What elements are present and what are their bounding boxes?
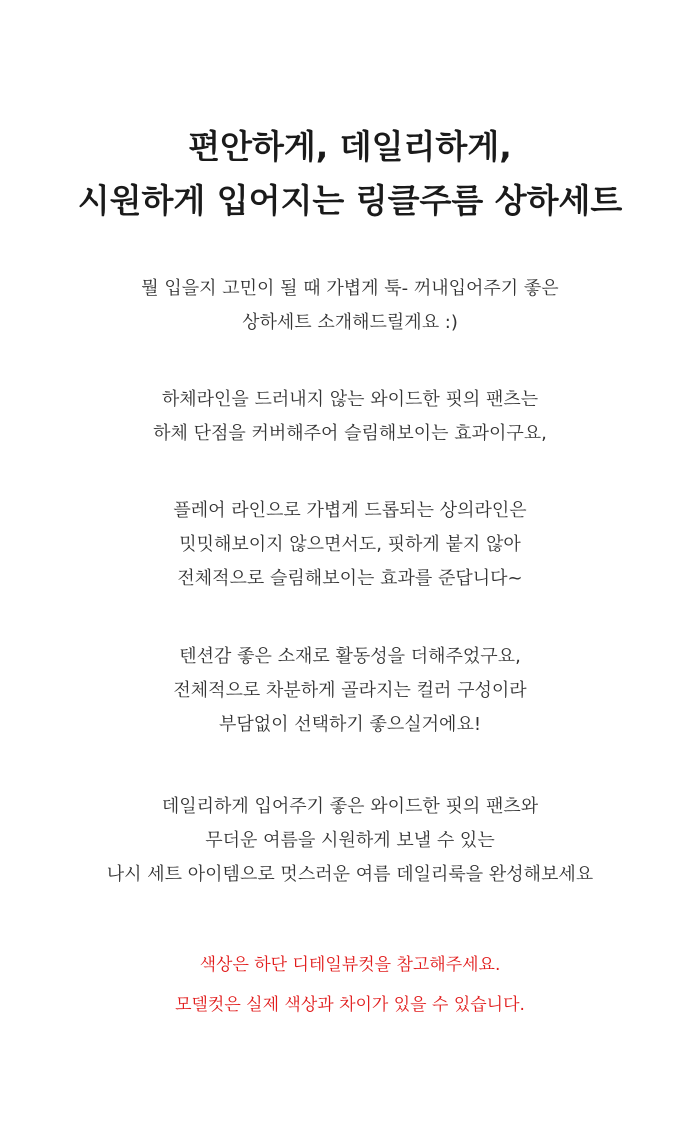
paragraph-top: [0, 494, 700, 596]
paragraph-line: 부담없이 선택하기 좋으실거에요!: [218, 714, 482, 735]
paragraph-line: 전체적으로 차분하게 골라지는 컬러 구성이라: [173, 680, 527, 701]
page-title: [0, 120, 700, 228]
paragraph-fabric: [0, 640, 700, 742]
notice-line: 모델컷은 실제 색상과 차이가 있을 수 있습니다.: [175, 995, 525, 1015]
paragraph-line: 뭘 입을지 고민이 될 때 가볍게 툭- 꺼내입어주기 좋은: [141, 278, 559, 299]
paragraph-intro: [0, 272, 700, 340]
paragraph-line: 전체적으로 슬림해보이는 효과를 준답니다~: [177, 568, 523, 589]
paragraph-line: 하체 단점을 커버해주어 슬림해보이는 효과이구요,: [153, 423, 547, 444]
paragraph-pants: [0, 383, 700, 451]
paragraph-line: 플레어 라인으로 가볍게 드롭되는 상의라인은: [173, 500, 527, 521]
color-notice: [0, 945, 700, 1025]
paragraph-line: 텐션감 좋은 소재로 활동성을 더해주었구요,: [179, 646, 521, 667]
paragraph-closing: [0, 790, 700, 892]
paragraph-line: 데일리하게 입어주기 좋은 와이드한 핏의 팬츠와: [161, 796, 539, 817]
paragraph-line: 밋밋해보이지 않으면서도, 핏하게 붙지 않아: [179, 534, 521, 555]
notice-line: 색상은 하단 디테일뷰컷을 참고해주세요.: [199, 955, 501, 975]
paragraph-line: 나시 세트 아이템으로 멋스러운 여름 데일리룩을 완성해보세요: [106, 864, 594, 885]
paragraph-line: 상하세트 소개해드릴게요 :): [242, 312, 458, 333]
paragraph-line: 하체라인을 드러내지 않는 와이드한 핏의 팬츠는: [161, 389, 539, 410]
paragraph-line: 무더운 여름을 시원하게 보낼 수 있는: [205, 830, 495, 851]
title-line-1: 편안하게, 데일리하게,: [188, 127, 512, 166]
title-line-2: 시원하게 입어지는 링클주름 상하세트: [77, 181, 623, 220]
